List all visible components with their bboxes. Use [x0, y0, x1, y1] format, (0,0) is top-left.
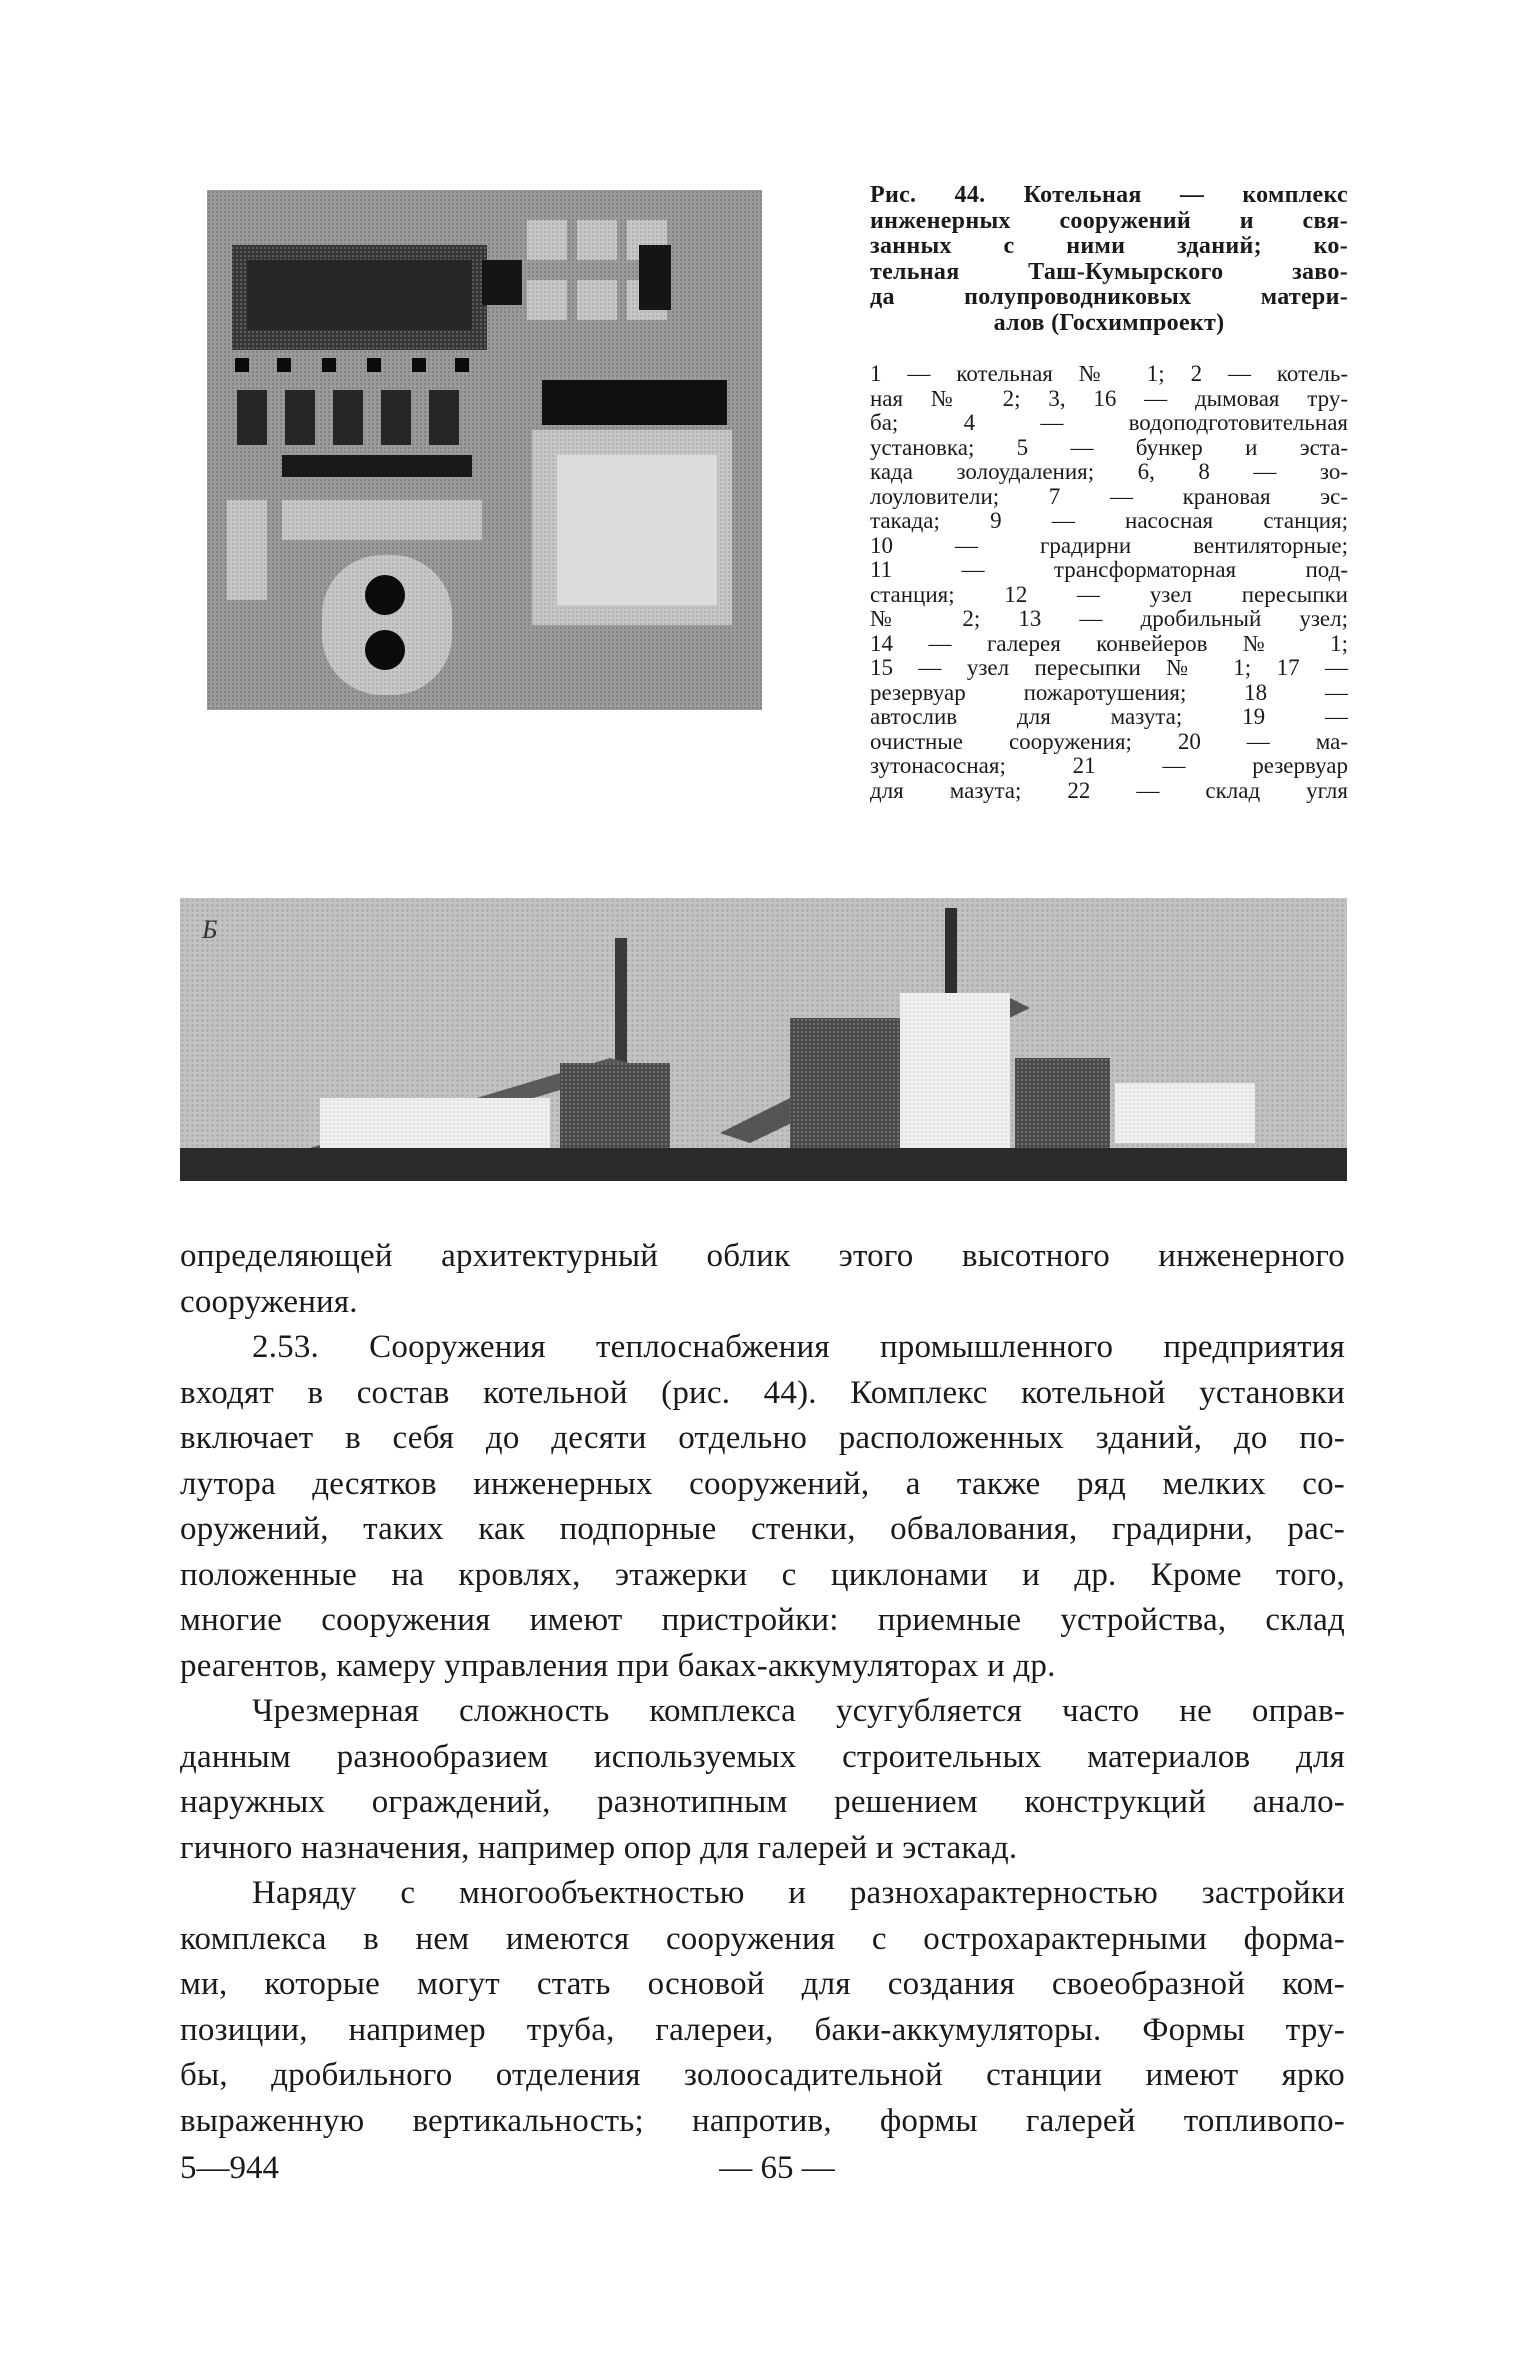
caption-title-line: да полупроводниковых матери-	[870, 284, 1348, 310]
legend-line: автослив для мазута; 19 —	[870, 704, 1348, 729]
body-line: позиции, например труба, галереи, баки-аккумуляторы. Формы тру-	[180, 2011, 1345, 2048]
legend-line: установка; 5 — бункер и эста-	[870, 434, 1348, 460]
body-line: определяющей архитектурный облик этого высотного инженерного	[180, 1238, 1345, 1274]
caption-title-line: алов (Госхимпроект)	[993, 309, 1225, 336]
body-line: лутора десятков инженерных сооружений, а также ряд мелких со-	[180, 1465, 1345, 1502]
body-line: положенные на кровлях, этажерки с циклонами и др. Кроме того,	[180, 1556, 1345, 1593]
body-line: 2.53. Сооружения теплоснабжения промышленного предприятия	[252, 1329, 1345, 1365]
legend-line: ная № 2; 3, 16 — дымовая тру-	[870, 385, 1348, 411]
body-line: ми, которые могут стать основой для создания своеобразной ком-	[180, 1966, 1345, 2002]
legend-line: очистные сооружения; 20 — ма-	[870, 728, 1348, 754]
legend-line: 1 — котельная № 1; 2 — котель-	[870, 361, 1348, 386]
legend-line: 15 — узел пересыпки № 1; 17 —	[870, 655, 1348, 680]
legend-line: резервуар пожаротушения; 18 —	[870, 679, 1348, 705]
body-line: комплекса в нем имеются сооружения с острохарактерными форма-	[180, 1920, 1345, 1957]
photo-label: Б	[202, 915, 218, 944]
figure-caption-title	[870, 183, 1348, 336]
legend-line: станция; 12 — узел пересыпки	[870, 581, 1348, 607]
legend-line: када золоудаления; 6, 8 — зо-	[870, 459, 1348, 484]
body-line: включает в себя до десяти отдельно расположенных зданий, до по-	[180, 1420, 1345, 1456]
site-plan-image	[207, 190, 785, 740]
body-line: реагентов, камеру управления при баках-аккумуляторах и др.	[180, 1647, 1056, 1684]
figure-legend	[870, 362, 1348, 803]
legend-line: такада; 9 — насосная станция;	[870, 508, 1348, 533]
body-line: данным разнообразием используемых строительных материалов для	[180, 1738, 1345, 1775]
body-line: выраженную вертикальность; напротив, формы галерей топливопо-	[180, 2102, 1345, 2139]
caption-title-line: занных с ними зданий; ко-	[870, 233, 1348, 259]
legend-line: зутонасосная; 21 — резервуар	[870, 753, 1348, 778]
body-line: наружных ограждений, разнотипным решением конструкций анало-	[180, 1784, 1345, 1820]
caption-title-line: Рис. 44. Котельная — комплекс	[870, 182, 1348, 208]
body-line: входят в состав котельной (рис. 44). Комплекс котельной установки	[180, 1374, 1345, 1411]
caption-title-line: тельная Таш-Кумырского заво-	[870, 258, 1348, 285]
legend-line: 14 — галерея конвейеров № 1;	[870, 630, 1348, 656]
legend-line: 11 — трансформаторная под-	[870, 557, 1348, 582]
legend-line: 10 — градирни вентиляторные;	[870, 532, 1348, 558]
body-line: сооружения.	[180, 1283, 358, 1320]
body-line: гичного назначения, например опор для галерей и эстакад.	[180, 1829, 1018, 1866]
page-number: — 65 —	[719, 2150, 835, 2186]
caption-title-line: инженерных сооружений и свя-	[870, 207, 1348, 234]
body-text	[180, 1234, 1345, 2144]
body-line: оружений, таких как подпорные стенки, обвалования, градирни, рас-	[180, 1511, 1345, 1547]
legend-line: для мазута; 22 — склад угля	[870, 777, 1348, 803]
printer-signature: 5—944	[180, 2150, 279, 2186]
legend-line: лоуловители; 7 — крановая эс-	[870, 483, 1348, 509]
perspective-photo	[180, 898, 1347, 1181]
body-line: Чрезмерная сложность комплекса усугубляется часто не оправ-	[252, 1693, 1345, 1729]
legend-line: № 2; 13 — дробильный узел;	[870, 606, 1348, 631]
body-line: многие сооружения имеют пристройки: приемные устройства, склад	[180, 1602, 1345, 1638]
legend-line: ба; 4 — водоподготовительная	[870, 410, 1348, 435]
body-line: бы, дробильного отделения золоосадительной станции имеют ярко	[180, 2057, 1345, 2093]
body-line: Наряду с многообъектностью и разнохарактерностью застройки	[252, 1875, 1345, 1911]
